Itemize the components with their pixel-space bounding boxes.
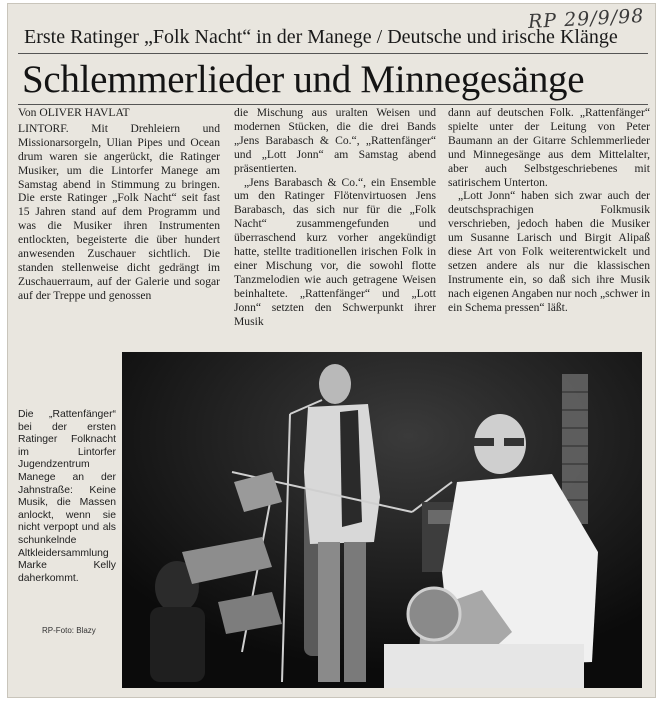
photo-credit: RP-Foto: Blazy bbox=[42, 626, 96, 635]
article-column-2 bbox=[234, 106, 436, 329]
headline: Schlemmerlieder und Minnegesänge bbox=[22, 58, 585, 101]
byline: Von OLIVER HAVLAT bbox=[18, 106, 130, 119]
handwritten-date-note: RP 29/9/98 bbox=[527, 4, 645, 34]
paragraph: „Lott Jonn“ haben sich zwar auch der deutschsprachigen Folkmusik verschrieben, jedoch haben die Musiker um Susanne Larisch und Birgit Alipaß diese Art von Folk weiterentwickelt und setzen andere als nur die klassischen Instrumente ein, so daß sich ihre Musik nach eigenen Angaben nur noch „schwer in ein Schema pressen“ läßt. bbox=[448, 189, 650, 314]
concert-photo bbox=[122, 352, 642, 688]
headline-rule bbox=[18, 104, 648, 105]
kicker-line: Erste Ratinger „Folk Nacht“ in der Manege / Deutsche und irische Klänge bbox=[24, 26, 618, 48]
photo-caption: Die „Rattenfänger“ bei der ersten Ratinger Folknacht im Lintorfer Jugendzentrum Manege an der Jahnstraße: Keine Musik, die Massen anlockt, wenn sie nicht verpopt und als schunkelnde Altkleidersammlung Marke Kelly daherkommt. bbox=[18, 409, 116, 584]
article-column-1 bbox=[18, 106, 220, 303]
article-column-3 bbox=[448, 106, 650, 315]
top-rule bbox=[18, 53, 648, 54]
paragraph: „Jens Barabasch & Co.“, ein Ensemble um den Ratinger Flötenvirtuosen Jens Barabasch, das sich nur für die „Folk Nacht“ zusammengefunden und überraschend kurz vorher angekündigt hatte, stellte traditionellen irischen Folk in einer Mischung vor, die sowohl flotte Tanzmelodien wie auch getragene Weisen beinhaltete. „Rattenfänger“ und „Lott Jonn“ setzten den Schwerpunkt ihrer Musik bbox=[234, 175, 436, 328]
paragraph: LINTORF. Mit Drehleiern und Missionarsorgeln, Ulian Pipes und Ocean drum waren sie angerückt, die Ratinger Musiker, um die Lintorfer Manege am Samstag abend in Stimmung zu bringen. Die erste Ratinger „Folk Nacht“ seit fast 15 Jahren stand auf dem Programm und was die Musiker ihren Instrumenten entlockten, begeisterte die über hundert anwesenden Zuschauer sichtlich. Die standen stellenweise dicht gedrängt im Zuschauerraum, auf der Galerie und sogar auf der Treppe und genossen bbox=[18, 121, 220, 302]
paragraph: die Mischung aus uralten Weisen und modernen Stücken, die die drei Bands „Jens Barabasch & Co.“, „Rattenfänger“ und „Lott Jonn“ am Samstag abend präsentierten. bbox=[234, 106, 436, 175]
paragraph: dann auf deutschen Folk. „Rattenfänger“ spielte unter der Leitung von Peter Baumann an der Gitarre Schlemmerlieder und Minnegesänge aus dem Mittelalter, aber auch Selbstgeschriebenes mit satirischem Unterton. bbox=[448, 106, 650, 189]
